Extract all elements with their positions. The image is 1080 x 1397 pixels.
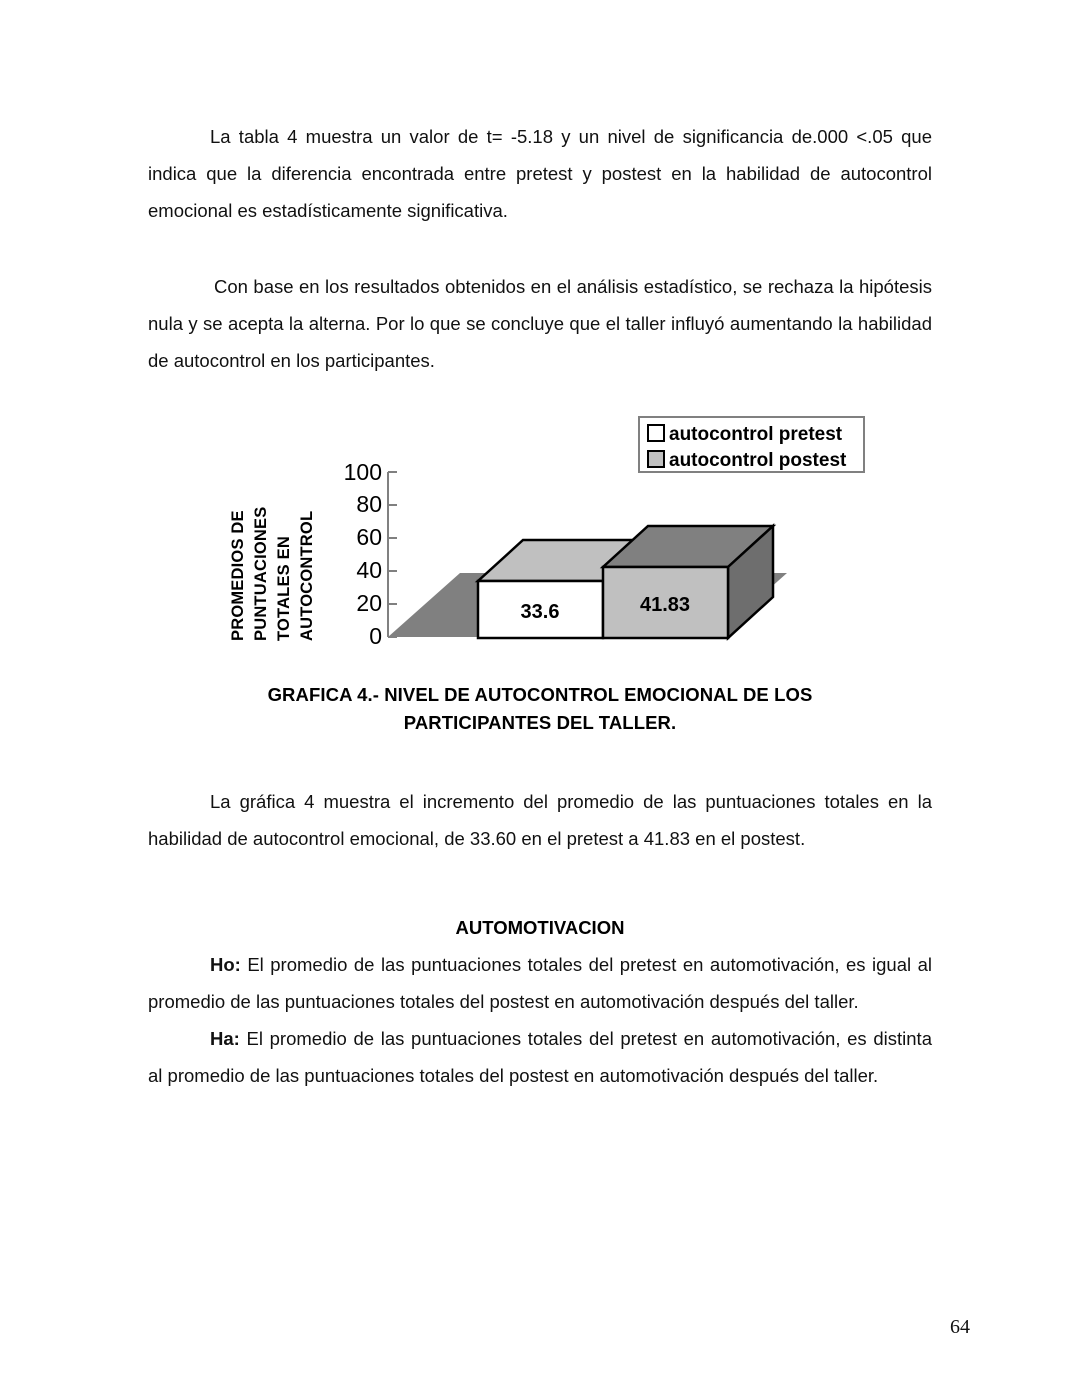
- paragraph-1-text: La tabla 4 muestra un valor de t= -5.18 y un nivel de significancia de.000 <.05 que indica que la diferencia encontrada entre pretest y postest en la habilidad de autocontrol emocional es estadísticamente significativa.: [148, 126, 932, 221]
- section-heading-automotivacion: AUTOMOTIVACION: [455, 917, 625, 938]
- paragraph-ho-text: El promedio de las puntuaciones totales del pretest en automotivación, es igual al promedio de las puntuaciones totales del postest en automotivación después del taller.: [148, 954, 932, 1012]
- legend-swatch-postest-icon: [648, 451, 664, 467]
- spacer: [148, 857, 932, 909]
- paragraph-ha-label: Ha:: [210, 1028, 240, 1049]
- figure-caption-line-1: GRAFICA 4.- NIVEL DE AUTOCONTROL EMOCIONAL DE LOS: [267, 684, 813, 705]
- page-number: 64: [950, 1316, 970, 1338]
- legend-item-autocontrol-postest[interactable]: [648, 450, 847, 471]
- paragraph-1: [148, 118, 932, 229]
- y-axis-title-line-1: PROMEDIOS DE: [229, 510, 247, 641]
- y-axis-title-line-2: PUNTUACIONES: [252, 506, 270, 641]
- legend-label-pretest: autocontrol pretest: [669, 424, 843, 445]
- paragraph-3-text: La gráfica 4 muestra el incremento del promedio de las puntuaciones totales en la habilidad de autocontrol emocional, de 33.60 en el pretest a 41.83 en el postest.: [148, 791, 932, 849]
- bar-chart-3d: [148, 413, 932, 671]
- spacer: [148, 379, 932, 413]
- chart-legend: [639, 417, 864, 472]
- paragraph-2: [148, 268, 932, 379]
- y-axis-title-line-3: TOTALES EN: [275, 536, 293, 641]
- y-axis-title: [229, 507, 316, 641]
- paragraph-ha-text: El promedio de las puntuaciones totales del pretest en automotivación, es distinta al promedio de las puntuaciones totales del postest en automotivación después del taller.: [148, 1028, 932, 1086]
- paragraph-ho: [148, 946, 932, 1020]
- page-content: [148, 118, 932, 1094]
- figure-caption-line-2: PARTICIPANTES DEL TALLER.: [403, 712, 677, 733]
- y-tick-label-40: 40: [356, 557, 382, 583]
- paragraph-3: [148, 783, 932, 857]
- paragraph-ho-label: Ho:: [210, 954, 241, 975]
- bar-pretest-value-label: 33.6: [520, 601, 560, 623]
- spacer: [148, 671, 932, 681]
- spacer: [148, 229, 932, 268]
- y-tick-label-60: 60: [356, 524, 382, 550]
- y-axis-title-line-4: AUTOCONTROL: [298, 510, 316, 641]
- bar-autocontrol-postest[interactable]: [603, 526, 773, 638]
- legend-item-autocontrol-pretest[interactable]: [648, 424, 843, 445]
- legend-swatch-pretest-icon: [648, 425, 664, 441]
- y-axis-line: [388, 472, 397, 637]
- legend-label-postest: autocontrol postest: [669, 450, 847, 471]
- y-tick-label-100: 100: [343, 459, 382, 485]
- figure-grafica-4: [148, 413, 932, 671]
- paragraph-2-text: Con base en los resultados obtenidos en el análisis estadístico, se rechaza la hipótesis nula y se acepta la alterna. Por lo que se concluye que el taller influyó aumentando la habilidad de autocontrol en los participantes.: [148, 276, 932, 371]
- y-axis-tick-labels: [344, 459, 382, 649]
- y-tick-label-0: 0: [369, 623, 382, 649]
- spacer: [148, 737, 932, 783]
- y-tick-label-20: 20: [356, 590, 382, 616]
- y-tick-label-80: 80: [356, 491, 382, 517]
- paragraph-ha: [148, 1020, 932, 1094]
- bar-postest-value-label: 41.83: [639, 594, 691, 616]
